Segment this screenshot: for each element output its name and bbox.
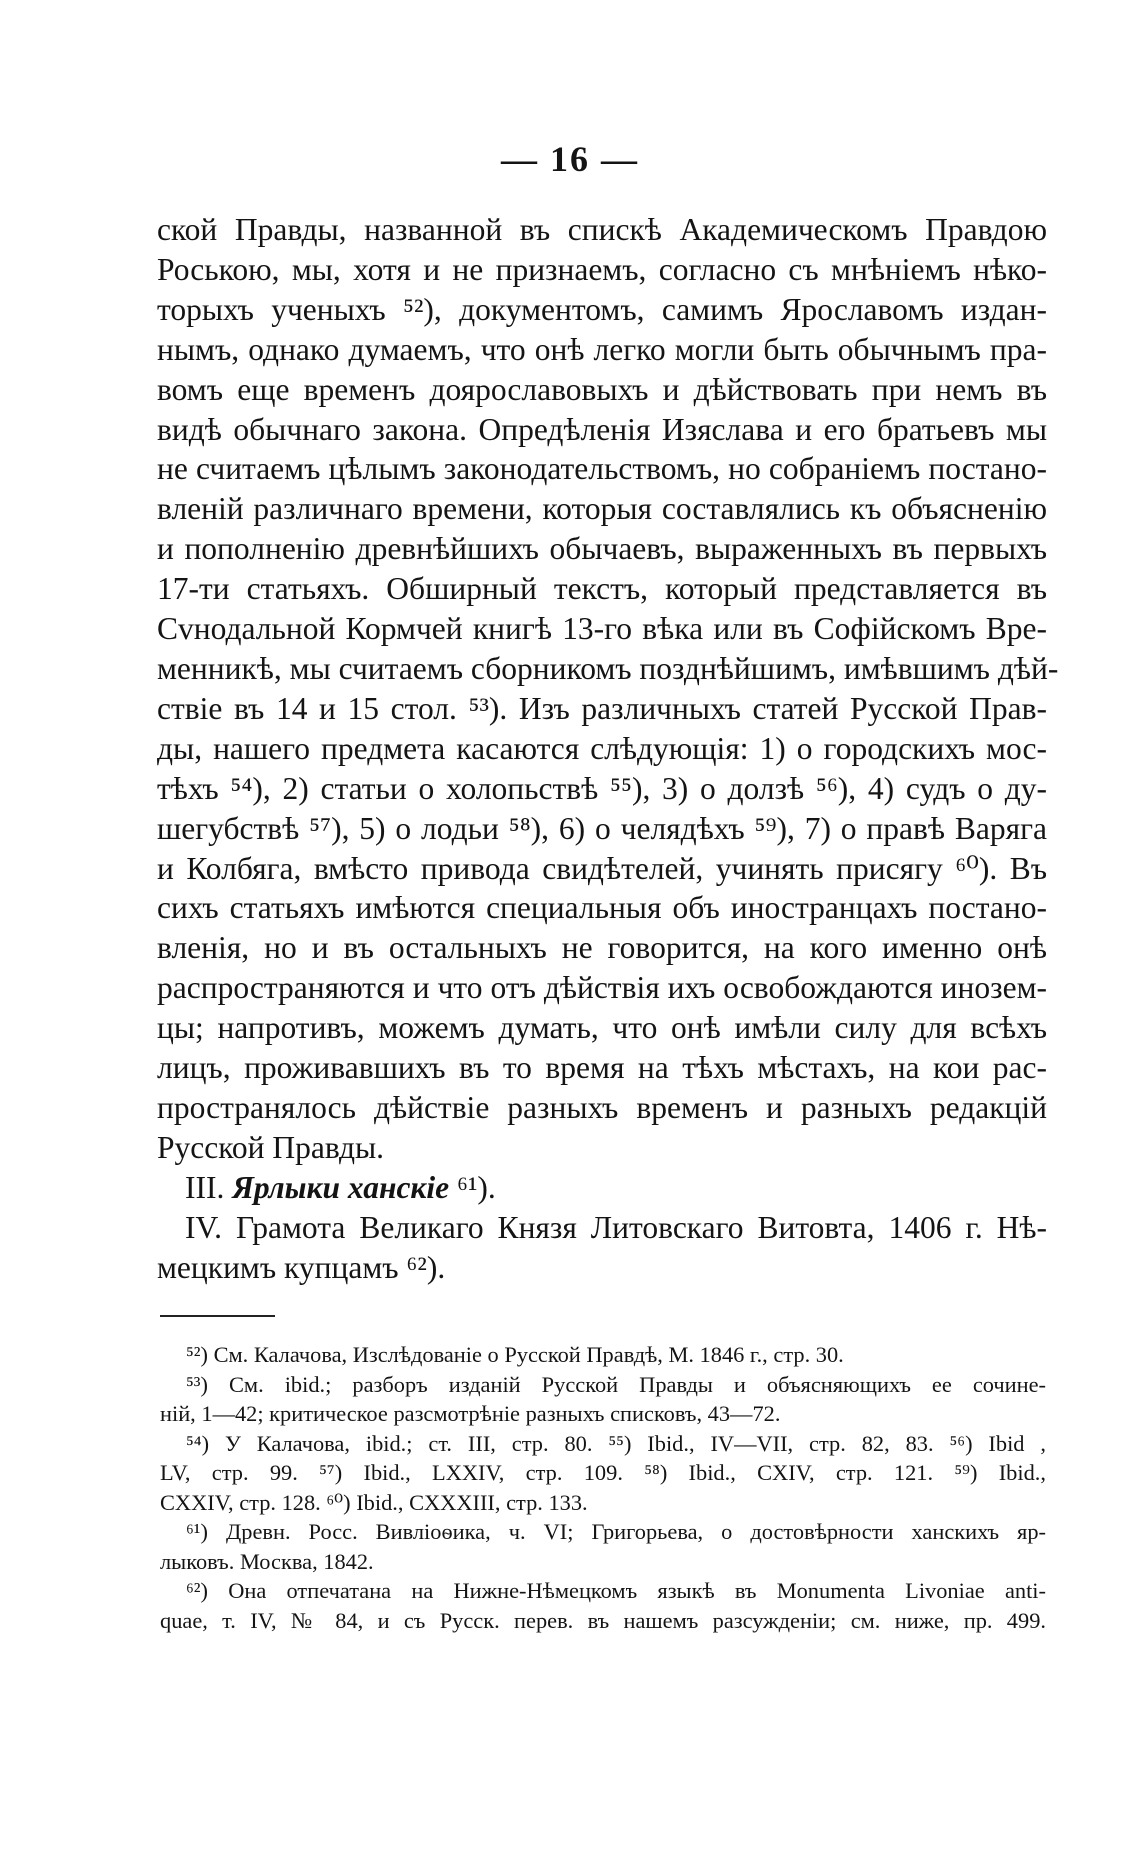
text-line: распространяются и что отъ дѣйствія ихъ освобождаются инозем- <box>157 970 1047 1006</box>
text-line: 17-ти статьяхъ. Обширный текстъ, который представляется въ <box>157 571 1047 607</box>
text-line: лицъ, проживавшихъ въ то время на тѣхъ мѣстахъ, на кои рас- <box>157 1050 1047 1086</box>
footnote-line: quae, т. IV, № 84, и съ Русск. перев. въ нашемъ разсужденіи; см. ниже, пр. 499. <box>160 1607 1046 1633</box>
text-line: Русской Правды. <box>157 1129 385 1165</box>
footnote-line: лыковъ. Москва, 1842. <box>160 1548 374 1574</box>
text-line: ской Правды, названной въ спискѣ Академическомъ Правдою <box>157 212 1047 247</box>
footnote-line: ⁵²) См. Калачова, Изслѣдованіе о Русской Правдѣ, М. 1846 г., стр. 30. <box>186 1342 844 1367</box>
footnote-ref: ⁶¹). <box>449 1169 496 1205</box>
text-line: цы; напротивъ, можемъ думать, что онѣ имѣли силу для всѣхъ <box>157 1010 1047 1046</box>
section-heading-iv: IV. Грамота Великаго Князя Литовскаго Витовта, 1406 г. Нѣ- <box>185 1209 1047 1245</box>
section-title: Ярлыки ханскіе <box>232 1169 450 1205</box>
text-line: вленій различнаго времени, которыя составлялись къ объясненію <box>157 491 1047 527</box>
text-line: Сvнодальной Кормчей книгѣ 13-го вѣка или въ Софійскомъ Вре- <box>157 611 1047 647</box>
footnote-line: ⁵⁴) У Калачова, ibid.; ст. III, стр. 80. ⁵⁵) Ibid., IV—VII, стр. 82, 83. ⁵⁶) Ibid , <box>186 1430 1046 1456</box>
text-line: пространялось дѣйствіе разныхъ временъ и разныхъ редакцій <box>157 1089 1047 1125</box>
text-line: шегубствѣ ⁵⁷), 5) о лодьи ⁵⁸), 6) о челядѣхъ ⁵⁹), 7) о правѣ Варяга <box>157 810 1047 846</box>
footnotes <box>160 1340 1046 1635</box>
text-line: и пополненію древнѣйшихъ обычаевъ, выраженныхъ въ первыхъ <box>157 531 1047 567</box>
text-line: Роською, мы, хотя и не признаемъ, согласно съ мнѣніемъ нѣко- <box>157 251 1047 287</box>
footnote-line: LV, стр. 99. ⁵⁷) Ibid., LXXIV, стр. 109. ⁵⁸) Ibid., CXIV, стр. 121. ⁵⁹) Ibid., <box>160 1460 1046 1485</box>
text-line: ствіе въ 14 и 15 стол. ⁵³). Изъ различныхъ статей Русской Прав- <box>157 690 1047 726</box>
main-text <box>157 210 1059 1287</box>
text-line: менникѣ, мы считаемъ сборникомъ позднѣйшимъ, имѣвшимъ дѣй- <box>157 650 1059 686</box>
footnote-line: CXXIV, стр. 128. ⁶⁰) Ibid., CXXXIII, стр. 133. <box>160 1489 588 1515</box>
footnote-divider <box>160 1315 275 1317</box>
text-line: и Колбяга, вмѣсто привода свидѣтелей, учинять присягу ⁶⁰). Въ <box>157 850 1047 886</box>
footnote-line: ній, 1—42; критическое разсмотрѣніе разныхъ списковъ, 43—72. <box>160 1401 781 1426</box>
page-number: — 16 — <box>501 139 639 179</box>
text-line: ды, нашего предмета касаются слѣдующія: 1) о городскихъ мос- <box>157 730 1047 766</box>
section-heading-iv-cont: мецкимъ купцамъ ⁶²). <box>157 1249 446 1285</box>
text-line: торыхъ ученыхъ ⁵²), документомъ, самимъ Ярославомъ издан- <box>157 291 1047 327</box>
section-numeral: III. <box>185 1169 225 1205</box>
footnote-line: ⁶¹) Древн. Росс. Вивліоѳика, ч. VI; Григорьева, о достовѣрности ханскихъ яр- <box>186 1519 1046 1544</box>
text-line: сихъ статьяхъ имѣются специальныя объ иностранцахъ постано- <box>157 890 1047 926</box>
section-heading-iii <box>157 1168 1047 1208</box>
footnote-line: ⁶²) Она отпечатана на Нижне-Нѣмецкомъ языкѣ въ Monumenta Livoniae anti- <box>186 1578 1046 1603</box>
text-line: нымъ, однако думаемъ, что онѣ легко могли быть обычнымъ пра- <box>157 331 1047 367</box>
text-line: не считаемъ цѣлымъ законодательствомъ, но собраніемъ постано- <box>157 451 1047 487</box>
footnote-line: ⁵³) См. ibid.; разборъ изданій Русской Правды и объясняющихъ ее сочине- <box>186 1371 1046 1397</box>
text-line: тѣхъ ⁵⁴), 2) статьи о холопьствѣ ⁵⁵), 3) о долзѣ ⁵⁶), 4) судъ о ду- <box>157 770 1047 806</box>
text-line: видѣ обычнаго закона. Опредѣленія Изяслава и его братьевъ мы <box>157 411 1047 447</box>
text-line: вомъ еще временъ доярославовыхъ и дѣйствовать при немъ въ <box>157 371 1047 407</box>
text-line: вленія, но и въ остальныхъ не говорится, на кого именно онѣ <box>157 930 1047 966</box>
